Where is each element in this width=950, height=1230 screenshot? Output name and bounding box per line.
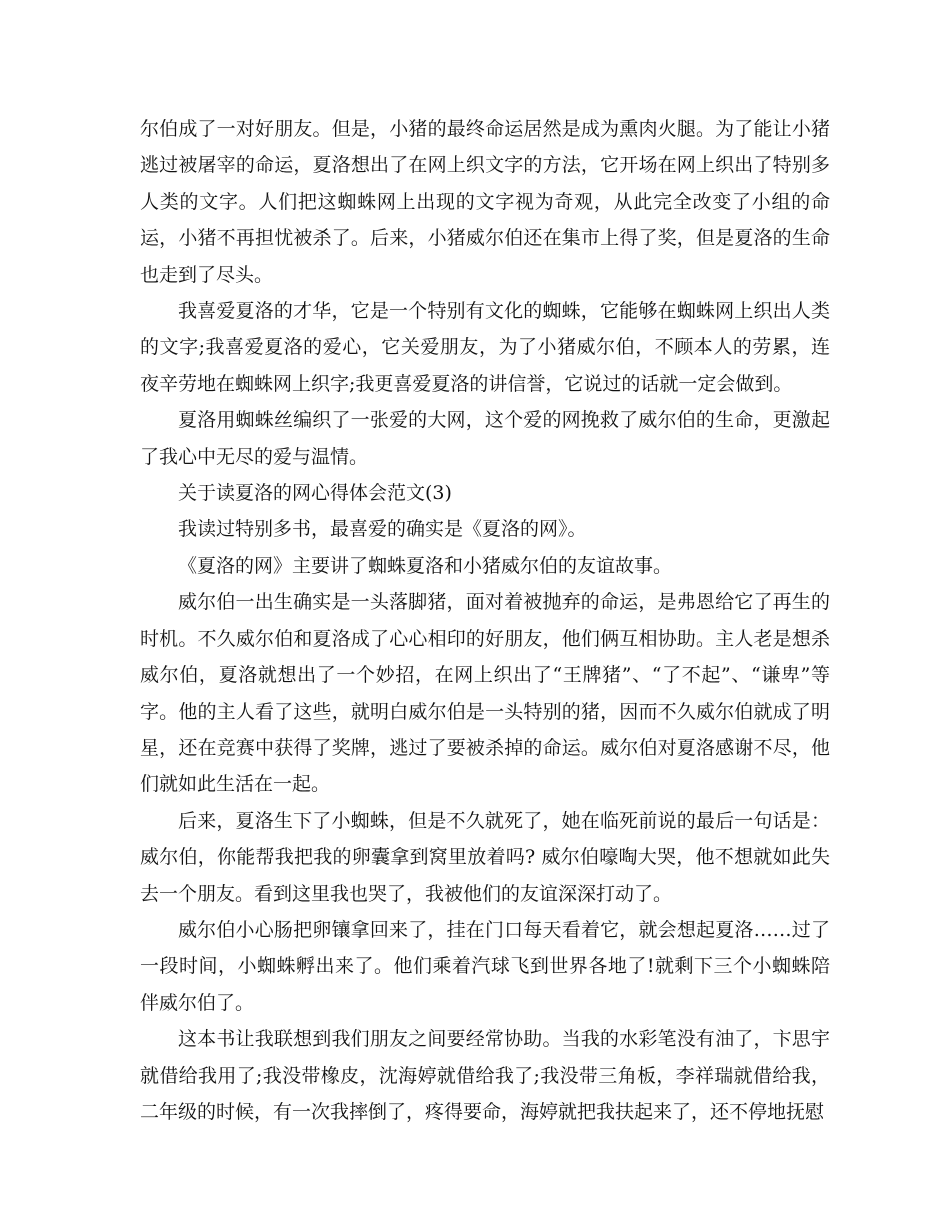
document-page	[140, 111, 830, 1130]
paragraph: 这本书让我联想到我们朋友之间要经常协助。当我的水彩笔没有油了，卞思宇就借给我用了;我没带橡皮，沈海婷就借给我了;我没带三角板，李祥瑞就借给我，二年级的时候，有一次我摔倒了，疼得要命，海婷就把我扶起来了，还不停地抚慰	[140, 1028, 830, 1123]
paragraph: 夏洛用蜘蛛丝编织了一张爱的大网，这个爱的网挽救了威尔伯的生命，更激起了我心中无尽的爱与温情。	[140, 409, 830, 468]
paragraph: 我读过特别多书，最喜爱的确实是《夏洛的网》。	[178, 518, 587, 541]
paragraph: 尔伯成了一对好朋友。但是，小猪的最终命运居然是成为熏肉火腿。为了能让小猪逃过被屠宰的命运，夏洛想出了在网上织文字的方法，它开场在网上织出了特别多人类的文字。人们把这蜘蛛网上出现的文字视为奇观，从此完全改变了小组的命运，小猪不再担忧被杀了。后来，小猪威尔伯还在集市上得了奖，但是夏洛的生命也走到了尽头。	[140, 118, 830, 286]
paragraph: 威尔伯小心肠把卵镶拿回来了，挂在门口每天看着它，就会想起夏洛……过了一段时间，小蜘蛛孵出来了。他们乘着汽球飞到世界各地了!就剩下三个小蜘蛛陪伴威尔伯了。	[140, 918, 830, 1014]
paragraph: 《夏洛的网》主要讲了蜘蛛夏洛和小猪威尔伯的友谊故事。	[178, 554, 673, 577]
paragraph: 威尔伯一出生确实是一头落脚猪，面对着被抛弃的命运，是弗恩给它了再生的时机。不久威尔伯和夏洛成了心心相印的好朋友，他们俩互相协助。主人老是想杀威尔伯，夏洛就想出了一个妙招，在网上织出了“王牌猪”、“了不起”、“谦卑”等字。他的主人看了这些，就明白威尔伯是一头特别的猪，因而不久威尔伯就成了明星，还在竞赛中获得了奖牌，逃过了要被杀掉的命运。威尔伯对夏洛感谢不尽，他们就如此生活在一起。	[140, 591, 830, 796]
section-heading: 关于读夏洛的网心得体会范文(3)	[178, 482, 452, 505]
paragraph: 后来，夏洛生下了小蜘蛛，但是不久就死了，她在临死前说的最后一句话是：威尔伯，你能帮我把我的卵囊拿到窝里放着吗? 威尔伯嚎啕大哭，他不想就如此失去一个朋友。看到这里我也哭了，我被他们的友谊深深打动了。	[140, 809, 830, 905]
paragraph: 我喜爱夏洛的才华，它是一个特别有文化的蜘蛛，它能够在蜘蛛网上织出人类的文字;我喜爱夏洛的爱心，它关爱朋友，为了小猪威尔伯，不顾本人的劳累，连夜辛劳地在蜘蛛网上织字;我更喜爱夏洛的讲信誉，它说过的话就一定会做到。	[140, 300, 830, 395]
